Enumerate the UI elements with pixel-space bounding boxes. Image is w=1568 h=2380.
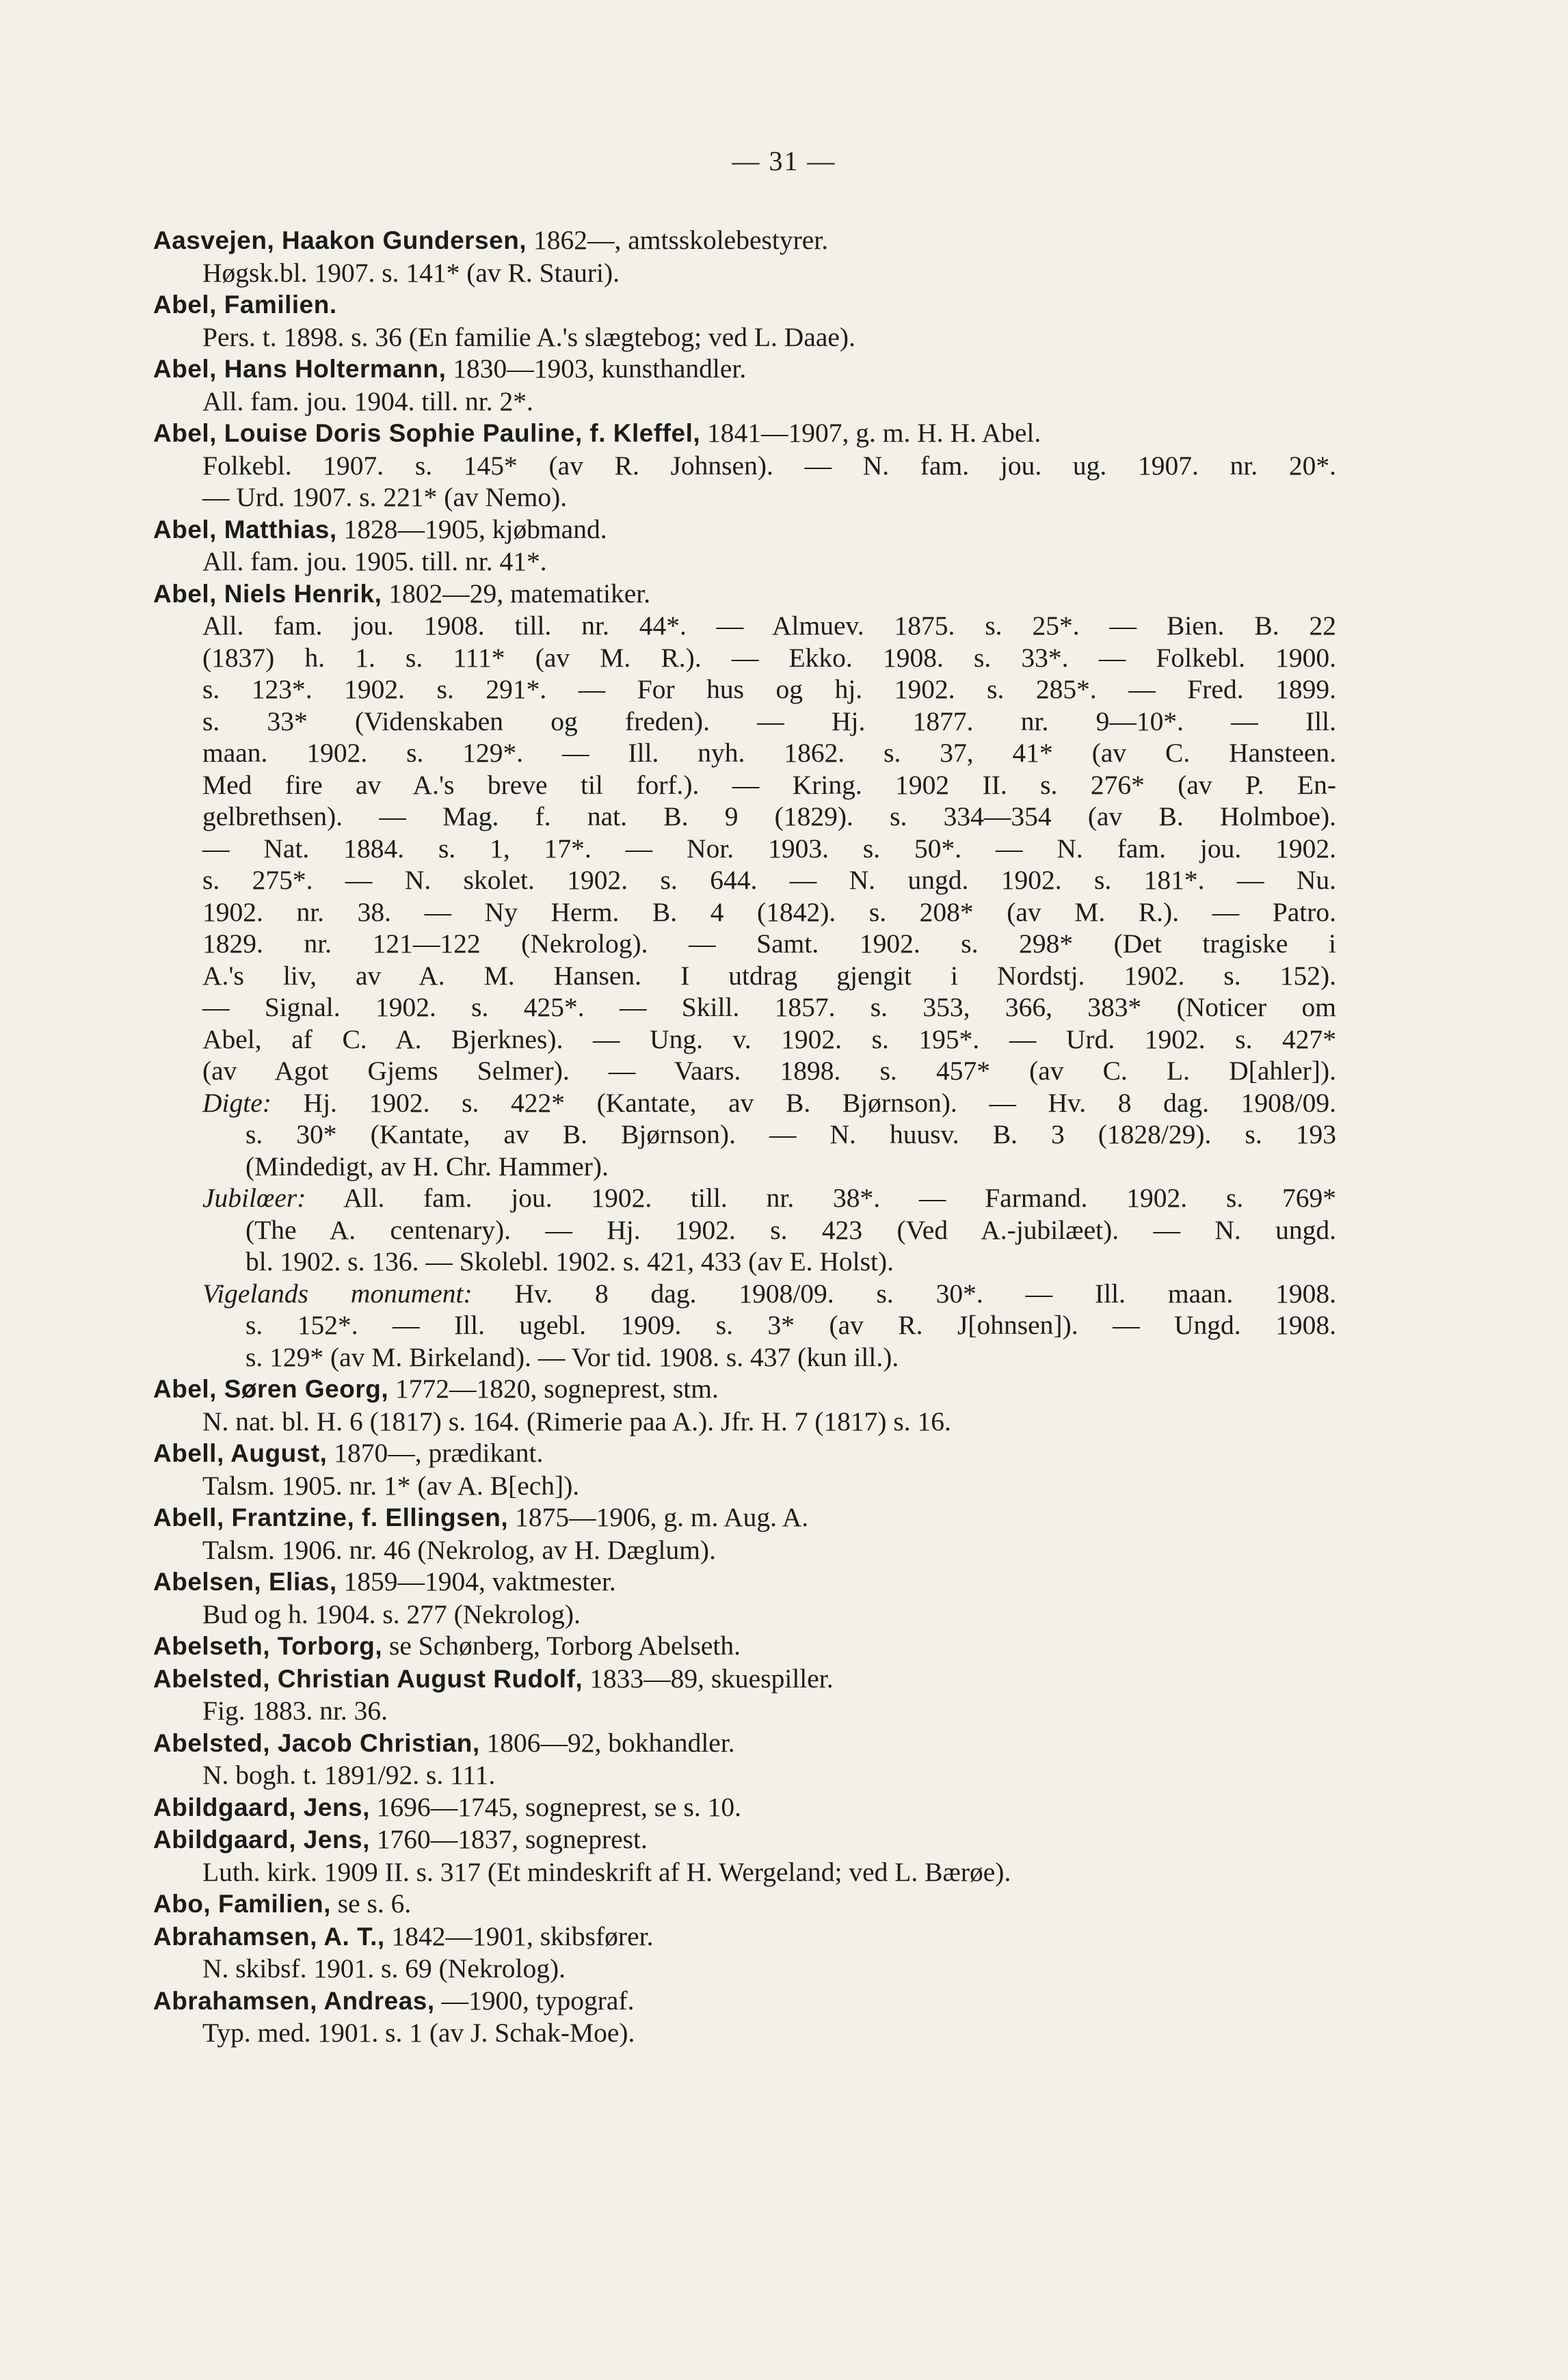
entry-name: Aasvejen, Haakon Gundersen,: [153, 226, 527, 254]
index-entry: [153, 1437, 1336, 1501]
entry-reference-line: N. bogh. t. 1891/92. s. 111.: [202, 1760, 496, 1790]
subsection-line: [153, 1278, 1336, 1310]
index-entry: [153, 289, 1336, 353]
entry-reference-line: 1829. nr. 121—122 (Nekrolog). — Samt. 1902. s. 298* (Det tragiske i: [202, 928, 1336, 959]
index-entry: [153, 578, 1336, 1374]
index-entry: [153, 1823, 1336, 1888]
entry-reference-line: N. skibsf. 1901. s. 69 (Nekrolog).: [202, 1953, 566, 1983]
entry-reference-line: s. 275*. — N. skolet. 1902. s. 644. — N. ungd. 1902. s. 181*. — Nu.: [202, 865, 1336, 895]
subsection-text: Hj. 1902. s. 422* (Kantate, av B. Bjørnson). — Hv. 8 dag. 1908/09.: [271, 1087, 1336, 1118]
subsection-line: s. 129* (av M. Birkeland). — Vor tid. 1908. s. 437 (kun ill.).: [245, 1341, 899, 1372]
entry-reference-line: Pers. t. 1898. s. 36 (En familie A.'s slægtebog; ved L. Daae).: [202, 321, 855, 352]
page-number: — 31 —: [732, 146, 836, 176]
index-entry: [153, 1566, 1336, 1630]
subsection-label: Digte:: [202, 1087, 271, 1118]
subsection-line: (The A. centenary). — Hj. 1902. s. 423 (Ved A.-jubilæet). — N. ungd.: [245, 1214, 1336, 1245]
subsection-label: Vigelands monument:: [202, 1278, 473, 1309]
entry-heading: [153, 417, 1336, 450]
entry-reference-line: — Urd. 1907. s. 221* (av Nemo).: [202, 482, 568, 512]
entry-reference-line: Talsm. 1905. nr. 1* (av A. B[ech]).: [202, 1470, 580, 1501]
entry-reference-line: Folkebl. 1907. s. 145* (av R. Johnsen). — N. fam. jou. ug. 1907. nr. 20*.: [202, 450, 1336, 481]
index-entry: [153, 1791, 1336, 1824]
entry-reference-line: A.'s liv, av A. M. Hansen. I utdrag gjengit i Nordstj. 1902. s. 152).: [202, 960, 1336, 991]
entry-description: 1828—1905, kjøbmand.: [336, 513, 607, 544]
entry-reference-line: s. 33* (Videnskaben og freden). — Hj. 1877. nr. 9—10*. — Ill.: [202, 706, 1336, 736]
entry-heading: [153, 1791, 1336, 1824]
entry-name: Abrahamsen, Andreas,: [153, 1986, 435, 2015]
entry-reference-line: maan. 1902. s. 129*. — Ill. nyh. 1862. s. 37, 41* (av C. Hansteen.: [202, 738, 1336, 768]
index-entry: [153, 417, 1336, 513]
entry-reference-line: Fig. 1883. nr. 36.: [202, 1696, 388, 1726]
entry-heading: [153, 353, 1336, 386]
subsection-line: (Mindedigt, av H. Chr. Hammer).: [245, 1151, 609, 1181]
entry-description: 1875—1906, g. m. Aug. A.: [508, 1502, 809, 1532]
entry-name: Abell, Frantzine, f. Ellingsen,: [153, 1503, 509, 1532]
entry-heading: [153, 1437, 1336, 1470]
entry-reference-line: (1837) h. 1. s. 111* (av M. R.). — Ekko. 1908. s. 33*. — Folkebl. 1900.: [202, 642, 1336, 673]
entry-reference-line: Høgsk.bl. 1907. s. 141* (av R. Stauri).: [202, 257, 620, 288]
entry-heading: [153, 1727, 1336, 1760]
index-entry: [153, 224, 1336, 289]
subsection-line: s. 30* (Kantate, av B. Bjørnson). — N. huusv. B. 3 (1828/29). s. 193: [245, 1119, 1336, 1149]
entry-description: —1900, typograf.: [434, 1985, 635, 2016]
entry-list: [153, 224, 1336, 2049]
subsection-text: All. fam. jou. 1902. till. nr. 38*. — Farmand. 1902. s. 769*: [306, 1183, 1336, 1213]
entry-reference-line: Bud og h. 1904. s. 277 (Nekrolog).: [202, 1599, 581, 1629]
entry-name: Abrahamsen, A. T.,: [153, 1922, 385, 1951]
entry-description: 1696—1745, sogneprest, se s. 10.: [369, 1791, 742, 1822]
entry-heading: [153, 578, 1336, 611]
entry-description: 1830—1903, kunsthandler.: [446, 353, 747, 384]
entry-reference-line: — Nat. 1884. s. 1, 17*. — Nor. 1903. s. 50*. — N. fam. jou. 1902.: [202, 833, 1336, 864]
entry-description: 1842—1901, skibsfører.: [384, 1921, 654, 1951]
index-entry: [153, 1921, 1336, 1985]
entry-heading: [153, 513, 1336, 546]
index-entry: [153, 1630, 1336, 1663]
entry-name: Abelsen, Elias,: [153, 1568, 337, 1596]
index-entry: [153, 1727, 1336, 1791]
entry-reference-line: All. fam. jou. 1904. till. nr. 2*.: [202, 386, 533, 416]
entry-name: Abelsted, Christian August Rudolf,: [153, 1664, 583, 1693]
entry-name: Abo, Familien,: [153, 1890, 331, 1918]
subsection-line: [153, 1182, 1336, 1214]
entry-name: Abelseth, Torborg,: [153, 1632, 383, 1660]
index-entry: [153, 353, 1336, 417]
entry-heading: [153, 1823, 1336, 1856]
entry-reference-line: Abel, af C. A. Bjerknes). — Ung. v. 1902. s. 195*. — Urd. 1902. s. 427*: [202, 1024, 1336, 1054]
subsection-line: bl. 1902. s. 136. — Skolebl. 1902. s. 421, 433 (av E. Holst).: [245, 1246, 894, 1276]
index-entry: [153, 1373, 1336, 1437]
entry-reference-line: (av Agot Gjems Selmer). — Vaars. 1898. s. 457* (av C. L. D[ahler]).: [202, 1056, 1336, 1086]
index-entry: [153, 1663, 1336, 1727]
entry-description: se Schønberg, Torborg Abelseth.: [382, 1631, 741, 1661]
entry-heading: [153, 1373, 1336, 1406]
index-entry: [153, 513, 1336, 578]
entry-description: 1862—, amtsskolebestyrer.: [527, 225, 829, 255]
entry-heading: [153, 1888, 1336, 1921]
entry-name: Abel, Hans Holtermann,: [153, 355, 447, 383]
entry-heading: [153, 1566, 1336, 1599]
entry-heading: [153, 1501, 1336, 1534]
entry-name: Abelsted, Jacob Christian,: [153, 1728, 480, 1757]
entry-description: 1859—1904, vaktmester.: [336, 1566, 616, 1596]
entry-heading: [153, 1630, 1336, 1663]
entry-name: Abildgaard, Jens,: [153, 1826, 370, 1854]
entry-description: se s. 6.: [330, 1888, 412, 1918]
entry-heading: [153, 1921, 1336, 1953]
index-entry: [153, 1888, 1336, 1921]
entry-heading: [153, 289, 1336, 321]
entry-description: 1806—92, bokhandler.: [479, 1727, 735, 1758]
entry-reference-line: s. 123*. 1902. s. 291*. — For hus og hj. 1902. s. 285*. — Fred. 1899.: [202, 674, 1336, 704]
entry-name: Abel, Søren Georg,: [153, 1375, 389, 1403]
entry-heading: [153, 224, 1336, 257]
subsection-text: Hv. 8 dag. 1908/09. s. 30*. — Ill. maan. 1908.: [472, 1278, 1336, 1309]
entry-description: 1870—, prædikant.: [327, 1438, 544, 1468]
entry-name: Abel, Niels Henrik,: [153, 579, 382, 608]
entry-reference-line: gelbrethsen). — Mag. f. nat. B. 9 (1829). s. 334—354 (av B. Holmboe).: [202, 801, 1336, 831]
entry-name: Abel, Matthias,: [153, 515, 337, 544]
entry-reference-line: Talsm. 1906. nr. 46 (Nekrolog, av H. Dæglum).: [202, 1534, 716, 1565]
entry-reference-line: 1902. nr. 38. — Ny Herm. B. 4 (1842). s. 208* (av M. R.). — Patro.: [202, 896, 1336, 927]
entry-reference-line: All. fam. jou. 1905. till. nr. 41*.: [202, 546, 547, 576]
index-entry: [153, 1501, 1336, 1566]
entry-name: Abildgaard, Jens,: [153, 1793, 370, 1821]
entry-description: 1833—89, skuespiller.: [583, 1663, 834, 1694]
entry-reference-line: N. nat. bl. H. 6 (1817) s. 164. (Rimerie paa A.). Jfr. H. 7 (1817) s. 16.: [202, 1406, 951, 1436]
entry-description: 1772—1820, sogneprest, stm.: [388, 1374, 719, 1404]
entry-description: 1802—29, matematiker.: [382, 578, 651, 609]
entry-reference-line: All. fam. jou. 1908. till. nr. 44*. — Almuev. 1875. s. 25*. — Bien. B. 22: [202, 611, 1336, 641]
entry-name: Abel, Familien.: [153, 291, 337, 319]
entry-name: Abell, August,: [153, 1439, 328, 1467]
entry-heading: [153, 1985, 1336, 2018]
entry-reference-line: — Signal. 1902. s. 425*. — Skill. 1857. s. 353, 366, 383* (Noticer om: [202, 992, 1336, 1022]
entry-description: 1841—1907, g. m. H. H. Abel.: [700, 418, 1041, 448]
index-entry: [153, 1985, 1336, 2049]
subsection-label: Jubilœer:: [202, 1183, 306, 1213]
entry-reference-line: Typ. med. 1901. s. 1 (av J. Schak-Moe).: [202, 2018, 635, 2048]
entry-reference-line: Luth. kirk. 1909 II. s. 317 (Et mindeskrift af H. Wergeland; ved L. Bærøe).: [202, 1856, 1011, 1887]
subsection-line: [153, 1087, 1336, 1119]
subsection-line: s. 152*. — Ill. ugebl. 1909. s. 3* (av R. J[ohnsen]). — Ungd. 1908.: [245, 1310, 1336, 1340]
entry-description: 1760—1837, sogneprest.: [369, 1824, 648, 1854]
entry-heading: [153, 1663, 1336, 1696]
entry-name: Abel, Louise Doris Sophie Pauline, f. Kleffel,: [153, 419, 701, 447]
entry-reference-line: Med fire av A.'s breve til forf.). — Kring. 1902 II. s. 276* (av P. En-: [202, 769, 1336, 800]
